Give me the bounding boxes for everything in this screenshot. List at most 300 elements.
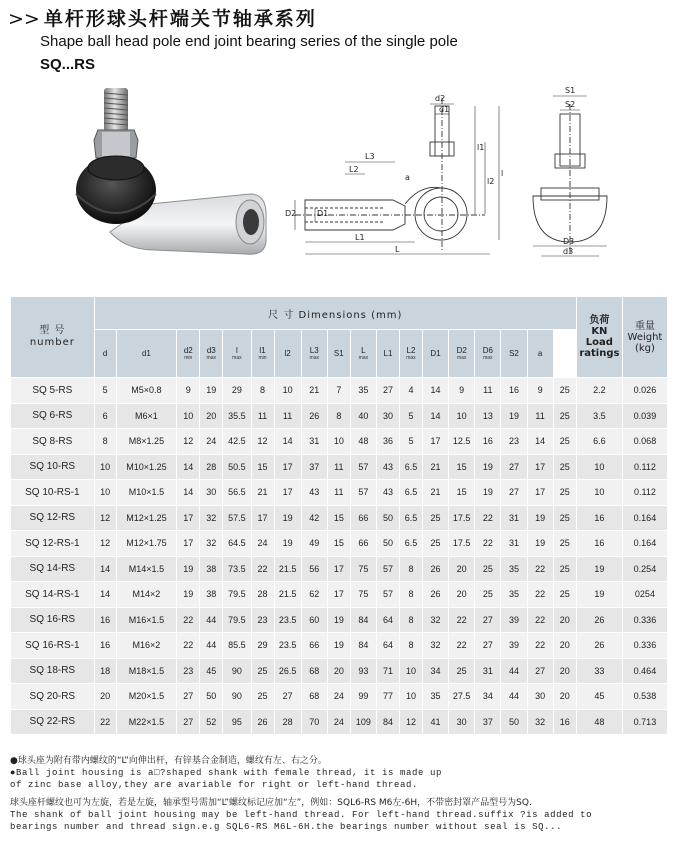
value-cell: 26 [422,556,448,582]
value-cell: M8×1.25 [116,429,177,455]
value-cell: 25 [553,531,576,557]
value-cell: 11 [251,403,274,429]
label-L: L [395,245,400,254]
value-cell: 22 [527,607,553,633]
model-cell: SQ 22-RS [11,709,95,735]
value-cell: 44 [200,607,223,633]
value-cell: 90 [223,658,251,684]
value-cell: 31 [501,505,527,531]
value-cell: 0.538 [622,684,667,710]
value-cell: 35 [501,582,527,608]
value-cell: 27 [475,607,501,633]
label-L2: L2 [349,165,359,174]
label-S1: S1 [565,86,576,95]
value-cell: 11 [475,378,501,404]
value-cell: 17 [327,582,350,608]
value-cell: 14 [274,429,301,455]
col-header-weight: 重量 Weight (kg) [622,297,667,378]
value-cell: 10 [399,684,422,710]
value-cell: 29 [223,378,251,404]
sub-header-4: l max [223,330,251,378]
value-cell: 6.5 [399,531,422,557]
value-cell: M10×1.25 [116,454,177,480]
value-cell: 37 [301,454,327,480]
value-cell: 27 [501,480,527,506]
value-cell: 24 [251,531,274,557]
value-cell: 84 [350,633,376,659]
value-cell: 25 [553,505,576,531]
value-cell: 36 [376,429,399,455]
title-cn-text: 单杆形球头杆端关节轴承系列 [43,8,317,30]
value-cell: 12.5 [449,429,475,455]
table-row [11,633,668,659]
value-cell: 52 [200,709,223,735]
value-cell: 11 [527,403,553,429]
model-cell: SQ 8-RS [11,429,95,455]
value-cell: 0.713 [622,709,667,735]
label-D2: D2 [285,209,297,218]
value-cell: 35 [501,556,527,582]
value-cell: 15 [449,480,475,506]
value-cell: 25 [553,480,576,506]
note-en-1a: ●Ball joint housing is a□?shaped shank with female thread, it is made up [10,768,443,778]
value-cell: 19 [527,505,553,531]
value-cell: 8 [399,607,422,633]
value-cell: 14 [422,378,448,404]
value-cell: 21 [251,480,274,506]
value-cell: 8 [94,429,116,455]
value-cell: 19 [576,582,622,608]
value-cell: 32 [200,531,223,557]
note-cn-2: 球头座杆螺纹也可为左旋，若是左旋，轴承型号需加“L”螺纹标记应加“左”，例如：SQL6-RS M6左-6H，不带密封罩产品型号为SQ. [10,798,532,808]
value-cell: 66 [350,531,376,557]
label-d1-top: d1 [439,105,450,114]
value-cell: 17 [177,531,200,557]
value-cell: 42.5 [223,429,251,455]
value-cell: 16 [94,633,116,659]
value-cell: 57 [350,480,376,506]
value-cell: 22 [177,633,200,659]
label-S2: S2 [565,100,576,109]
value-cell: 21 [422,480,448,506]
table-row [11,556,668,582]
value-cell: 0254 [622,582,667,608]
type-label: 型 号 [39,325,66,336]
value-cell: 25 [251,658,274,684]
value-cell: 24 [327,684,350,710]
value-cell: 20 [449,556,475,582]
value-cell: 70 [301,709,327,735]
value-cell: 16 [94,607,116,633]
table-row [11,454,668,480]
value-cell: 26 [251,709,274,735]
value-cell: 24 [200,429,223,455]
value-cell: 99 [350,684,376,710]
value-cell: 19 [274,531,301,557]
value-cell: M22×1.5 [116,709,177,735]
value-cell: 16 [553,709,576,735]
value-cell: 19 [327,607,350,633]
value-cell: 0.039 [622,403,667,429]
value-cell: 30 [200,480,223,506]
value-cell: 19 [527,531,553,557]
value-cell: 25 [422,531,448,557]
value-cell: 73.5 [223,556,251,582]
value-cell: 21.5 [274,582,301,608]
col-header-load: 负荷 KN Load ratings [576,297,622,378]
value-cell: 17 [251,505,274,531]
label-d2: d2 [435,94,446,103]
value-cell: 57 [376,582,399,608]
value-cell: 68 [301,684,327,710]
value-cell: 7 [327,378,350,404]
value-cell: 17 [274,480,301,506]
value-cell: 17.5 [449,531,475,557]
value-cell: 44 [200,633,223,659]
value-cell: 17 [422,429,448,455]
value-cell: 38 [200,556,223,582]
value-cell: 49 [301,531,327,557]
value-cell: 50 [376,505,399,531]
value-cell: 10 [274,378,301,404]
value-cell: 39 [501,633,527,659]
value-cell: 48 [350,429,376,455]
value-cell: 6.5 [399,480,422,506]
value-cell: 66 [350,505,376,531]
sub-header-6: l2 [274,330,301,378]
table-header [11,297,668,378]
value-cell: 10 [94,454,116,480]
value-cell: 41 [422,709,448,735]
value-cell: 8 [399,582,422,608]
value-cell: 19 [177,556,200,582]
value-cell: 23.5 [274,633,301,659]
value-cell: 32 [422,607,448,633]
value-cell: 25 [553,429,576,455]
table-row [11,429,668,455]
value-cell: 0.336 [622,633,667,659]
value-cell: 68 [301,658,327,684]
value-cell: 14 [177,480,200,506]
value-cell: 19 [177,582,200,608]
sub-header-5: l1 min [251,330,274,378]
value-cell: 9 [527,378,553,404]
sub-header-1: d1 [116,330,177,378]
value-cell: 25 [475,556,501,582]
sub-header-2: d2 min [177,330,200,378]
value-cell: 28 [251,582,274,608]
value-cell: 25 [553,556,576,582]
value-cell: 11 [274,403,301,429]
value-cell: 22 [475,531,501,557]
value-cell: 18 [94,658,116,684]
value-cell: 8 [251,378,274,404]
table-row [11,582,668,608]
value-cell: 43 [301,480,327,506]
model-cell: SQ 6-RS [11,403,95,429]
value-cell: 19 [576,556,622,582]
value-cell: 8 [399,556,422,582]
value-cell: 2.2 [576,378,622,404]
value-cell: 31 [475,658,501,684]
model-cell: SQ 14-RS-1 [11,582,95,608]
value-cell: 21 [301,378,327,404]
value-cell: 50 [376,531,399,557]
value-cell: 10 [576,480,622,506]
value-cell: 50 [200,684,223,710]
sub-header-7: L3 max [301,330,327,378]
value-cell: 5 [94,378,116,404]
model-cell: SQ 10-RS-1 [11,480,95,506]
model-cell: SQ 10-RS [11,454,95,480]
value-cell: 0.112 [622,480,667,506]
value-cell: 62 [301,582,327,608]
value-cell: 39 [501,607,527,633]
value-cell: 32 [422,633,448,659]
sub-header-13: D2 max [449,330,475,378]
label-L3: L3 [365,152,375,161]
value-cell: M12×1.75 [116,531,177,557]
value-cell: 90 [223,684,251,710]
value-cell: 93 [350,658,376,684]
value-cell: 45 [200,658,223,684]
value-cell: 22 [475,505,501,531]
sub-header-0: d [94,330,116,378]
value-cell: 40 [350,403,376,429]
spec-table [10,296,668,735]
value-cell: 14 [94,556,116,582]
value-cell: 24 [327,709,350,735]
value-cell: 19 [274,505,301,531]
value-cell: 6 [94,403,116,429]
sub-header-14: D6 max [475,330,501,378]
table-row [11,480,668,506]
value-cell: 17 [527,454,553,480]
value-cell: 44 [501,658,527,684]
value-cell: 22 [527,582,553,608]
value-cell: 19 [501,403,527,429]
value-cell: 21 [422,454,448,480]
value-cell: 14 [177,454,200,480]
value-cell: 27 [274,684,301,710]
table-row [11,658,668,684]
value-cell: 14 [527,429,553,455]
value-cell: 25 [553,403,576,429]
model-cell: SQ 16-RS-1 [11,633,95,659]
value-cell: 26 [422,582,448,608]
value-cell: 75 [350,582,376,608]
value-cell: 22 [527,633,553,659]
page-header [8,4,672,73]
value-cell: 75 [350,556,376,582]
value-cell: 33 [576,658,622,684]
value-cell: 17 [274,454,301,480]
value-cell: 31 [301,429,327,455]
value-cell: 20 [94,684,116,710]
value-cell: 25 [475,582,501,608]
value-cell: 25 [449,658,475,684]
value-cell: 20 [553,684,576,710]
value-cell: 27 [177,709,200,735]
label-a: a [405,173,410,182]
notes [10,755,674,833]
value-cell: 35 [350,378,376,404]
model-cell: SQ 14-RS [11,556,95,582]
value-cell: 19 [475,480,501,506]
value-cell: 17 [327,556,350,582]
value-cell: 15 [251,454,274,480]
value-cell: 29 [251,633,274,659]
value-cell: 6.5 [399,505,422,531]
value-cell: 9 [449,378,475,404]
value-cell: 26 [576,607,622,633]
value-cell: M16×2 [116,633,177,659]
value-cell: 25 [553,378,576,404]
value-cell: 23 [251,607,274,633]
col-header-dimensions: 尺 寸 Dimensions (mm) [94,297,576,330]
value-cell: 20 [200,403,223,429]
note-en-2b: bearings number and thread sign.e.g SQL6-RS M6L-6H.the bearings number without seal is SQ... [10,822,563,832]
value-cell: 20 [553,658,576,684]
table-row [11,607,668,633]
value-cell: 19 [475,454,501,480]
sub-header-9: L max [350,330,376,378]
value-cell: 0.068 [622,429,667,455]
table-row [11,709,668,735]
label-D3: D3 [563,237,575,246]
value-cell: 23 [177,658,200,684]
value-cell: 71 [376,658,399,684]
value-cell: 14 [422,403,448,429]
value-cell: 21.5 [274,556,301,582]
value-cell: 26 [576,633,622,659]
value-cell: 0.464 [622,658,667,684]
value-cell: 8 [399,633,422,659]
value-cell: 12 [94,505,116,531]
label-l2: l2 [487,177,495,186]
value-cell: 26.5 [274,658,301,684]
value-cell: M16×1.5 [116,607,177,633]
value-cell: 8 [327,403,350,429]
value-cell: 32 [200,505,223,531]
model-cell: SQ 20-RS [11,684,95,710]
value-cell: 15 [327,505,350,531]
value-cell: 60 [301,607,327,633]
value-cell: 79.5 [223,607,251,633]
value-cell: 45 [576,684,622,710]
value-cell: 9 [177,378,200,404]
number-label: number [29,337,75,348]
value-cell: 64.5 [223,531,251,557]
model-code: SQ...RS [40,56,96,73]
value-cell: 95 [223,709,251,735]
value-cell: 6.6 [576,429,622,455]
model-cell: SQ 16-RS [11,607,95,633]
value-cell: 27 [501,454,527,480]
value-cell: 12 [251,429,274,455]
value-cell: 84 [376,709,399,735]
value-cell: 22 [177,607,200,633]
value-cell: 10 [399,658,422,684]
value-cell: 30 [527,684,553,710]
sub-header-8: S1 [327,330,350,378]
value-cell: 27 [527,658,553,684]
value-cell: 16 [576,505,622,531]
value-cell: 27.5 [449,684,475,710]
value-cell: 22 [449,607,475,633]
value-cell: 20 [553,633,576,659]
value-cell: 57 [350,454,376,480]
label-L1: L1 [355,233,365,242]
sub-header-16: a [527,330,553,378]
value-cell: 43 [376,454,399,480]
dimension-drawing-front [525,84,615,264]
value-cell: 31 [501,531,527,557]
value-cell: 50 [501,709,527,735]
value-cell: 25 [553,582,576,608]
value-cell: 28 [200,454,223,480]
value-cell: 17 [527,480,553,506]
value-cell: 35.5 [223,403,251,429]
value-cell: 57 [376,556,399,582]
value-cell: 66 [301,633,327,659]
value-cell: 38 [200,582,223,608]
value-cell: 0.026 [622,378,667,404]
label-l1: l1 [477,143,485,152]
table-row [11,531,668,557]
value-cell: 12 [177,429,200,455]
note-en-1b: of zinc base alloy,they are avariable for right or left-hand thread. [10,780,419,790]
value-cell: 0.254 [622,556,667,582]
value-cell: 28 [274,709,301,735]
chevron-icon: >> [8,8,40,30]
value-cell: 0.164 [622,531,667,557]
value-cell: 0.112 [622,454,667,480]
table-row [11,378,668,404]
value-cell: 10 [327,429,350,455]
value-cell: 16 [576,531,622,557]
value-cell: M20×1.5 [116,684,177,710]
value-cell: 64 [376,607,399,633]
label-d3: d3 [563,247,574,256]
value-cell: 22 [94,709,116,735]
value-cell: 10 [94,480,116,506]
value-cell: 3.5 [576,403,622,429]
col-header-number [11,297,95,378]
sub-header-11: L2 max [399,330,422,378]
value-cell: 34 [422,658,448,684]
value-cell: 22 [449,633,475,659]
value-cell: M10×1.5 [116,480,177,506]
value-cell: 22 [251,556,274,582]
value-cell: 37 [475,709,501,735]
page-title-en: Shape ball head pole end joint bearing series of the single pole [40,33,458,50]
value-cell: 17.5 [449,505,475,531]
value-cell: M14×1.5 [116,556,177,582]
value-cell: 14 [94,582,116,608]
value-cell: 16 [501,378,527,404]
value-cell: M12×1.25 [116,505,177,531]
value-cell: 0.164 [622,505,667,531]
value-cell: 30 [376,403,399,429]
value-cell: 56 [301,556,327,582]
value-cell: 27 [177,684,200,710]
value-cell: 23.5 [274,607,301,633]
value-cell: 77 [376,684,399,710]
value-cell: 35 [422,684,448,710]
value-cell: 27 [475,633,501,659]
value-cell: 10 [449,403,475,429]
